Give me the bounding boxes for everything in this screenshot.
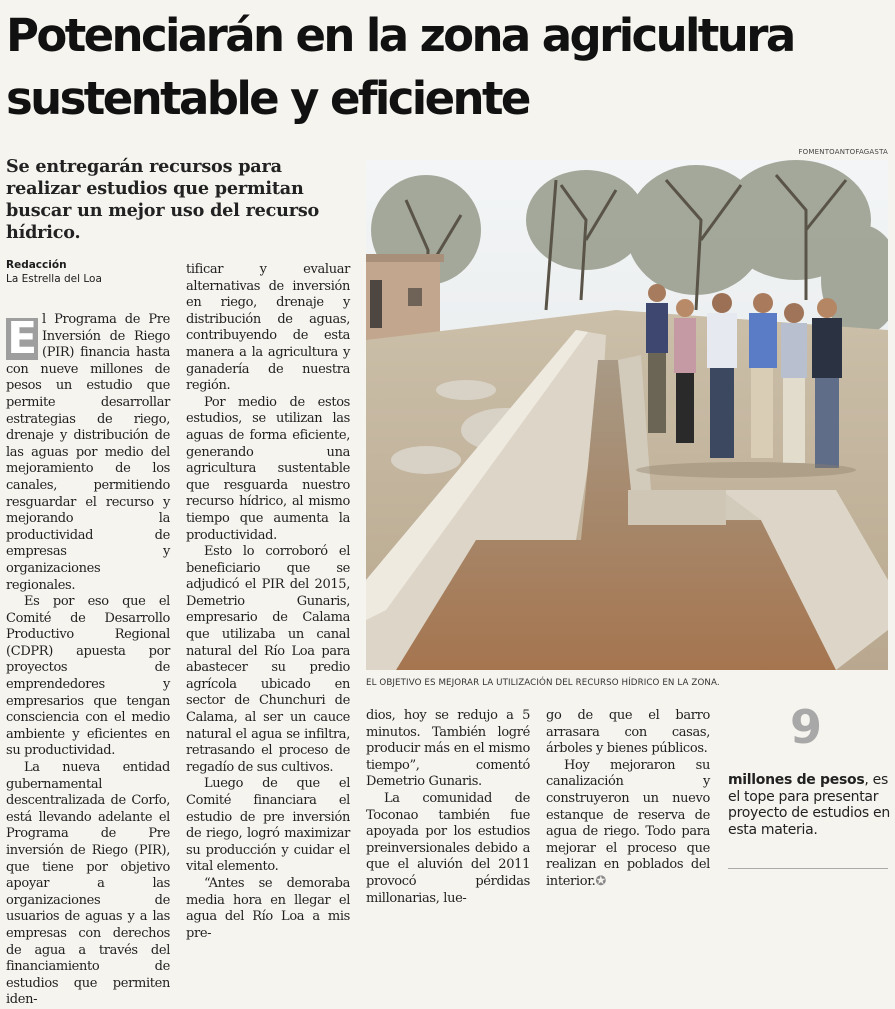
deck-subtitle: Se entregarán recursos para realizar estudios que permitan buscar un mejor uso del recurso hídrico. <box>6 156 320 243</box>
drop-cap: E <box>7 313 37 364</box>
canal-scene-illustration <box>366 160 888 670</box>
article-paragraph: Es por eso que el Comité de Desarrollo Productivo Regional (CDPR) apuesta por proyectos de emprendedores y empresarios que tengan consciencia con el medio ambiente y eficientes en su productividad. <box>6 594 170 759</box>
article-column-1 <box>6 312 170 1009</box>
article-column-4 <box>546 708 710 891</box>
article-paragraph: dios, hoy se redujo a 5 minutos. También logré producir más en el mismo tiempo”, comentó Demetrio Gunaris. <box>366 708 530 790</box>
article-paragraph <box>6 312 170 594</box>
byline-outlet: La Estrella del Loa <box>6 273 102 285</box>
article-paragraph: Esto lo corroboró el beneficiario que se adjudicó el PIR del 2015, Demetrio Gunaris, empresario de Calama que utilizaba un canal natural del Río Loa para abastecer su predio agrícola ubicado en sector de Chunchuri de Calama, al ser un cauce natural el agua se infiltra, retrasando el proceso de regadío de sus cultivos. <box>186 544 350 775</box>
article-paragraph: go de que el barro arrasara con casas, árboles y bienes públicos. <box>546 708 710 757</box>
article-paragraph <box>546 758 710 891</box>
byline-author: Redacción <box>6 259 67 271</box>
photo-caption: EL OBJETIVO ES MEJORAR LA UTILIZACIÓN DEL RECURSO HÍDRICO EN LA ZONA. <box>366 678 720 688</box>
end-of-article-icon: ✪ <box>595 873 606 889</box>
article-paragraph: Por medio de estos estudios, se utilizan las aguas de forma eficiente, generando una agricultura sustentable que resguarda nuestro recurso hídrico, al mismo tiempo que aumenta la productividad. <box>186 394 350 543</box>
article-paragraph: La comunidad de Toconao también fue apoyada por los estudios preinversionales debido a que el aluvión del 2011 provocó pérdidas millonarias, lue- <box>366 790 530 906</box>
factbox-highlight: millones de pesos <box>728 772 865 788</box>
factbox-divider <box>728 868 888 869</box>
byline <box>6 258 102 286</box>
paragraph-text: Hoy mejoraron su canalización y construyeron un nuevo estanque de reserva de agua de riego. Todo para mejorar el proceso que realizan en poblados del interior. <box>546 757 710 889</box>
factbox-text <box>728 772 890 838</box>
article-paragraph: “Antes se demoraba media hora en llegar el agua del Río Loa a mis pre- <box>186 875 350 941</box>
article-column-2 <box>186 262 350 942</box>
article-paragraph: La nueva entidad gubernamental descentralizada de Corfo, está llevando adelante el Programa de Pre inversión de Riego (PIR), que tiene por objetivo apoyar a las organizaciones de usuarios de aguas y a las empresas con derechos de agua a través del financiamiento de estudios que permiten iden- <box>6 760 170 1008</box>
article-paragraph: tificar y evaluar alternativas de inversión en riego, drenaje y distribución de aguas, contribuyendo de esta manera a la agricultura y ganadería de nuestra región. <box>186 262 350 394</box>
headline: Potenciarán en la zona agricultura sustentable y eficiente <box>6 9 794 125</box>
article-photo <box>366 160 888 670</box>
paragraph-text: l Programa de Pre Inversión de Riego (PIR) financia hasta con nueve millones de pesos un estudio que permite desarrollar estrategias de riego, drenaje y distribución de las aguas por medio del mejoramiento de los canales, permitiendo resguardar el recurso y mejorando la productividad de empresas y organizaciones regionales. <box>6 312 170 593</box>
factbox-body: , es el tope para presentar proyecto de estudios en esta materia. <box>728 772 890 838</box>
factbox-number: 9 <box>790 700 823 754</box>
article-column-3 <box>366 708 530 907</box>
article-paragraph: Luego de que el Comité financiara el estudio de pre inversión de riego, logró maximizar su producción y cuidar el vital elemento. <box>186 776 350 875</box>
photo-credit: FOMENTOANTOFAGASTA <box>798 148 888 156</box>
